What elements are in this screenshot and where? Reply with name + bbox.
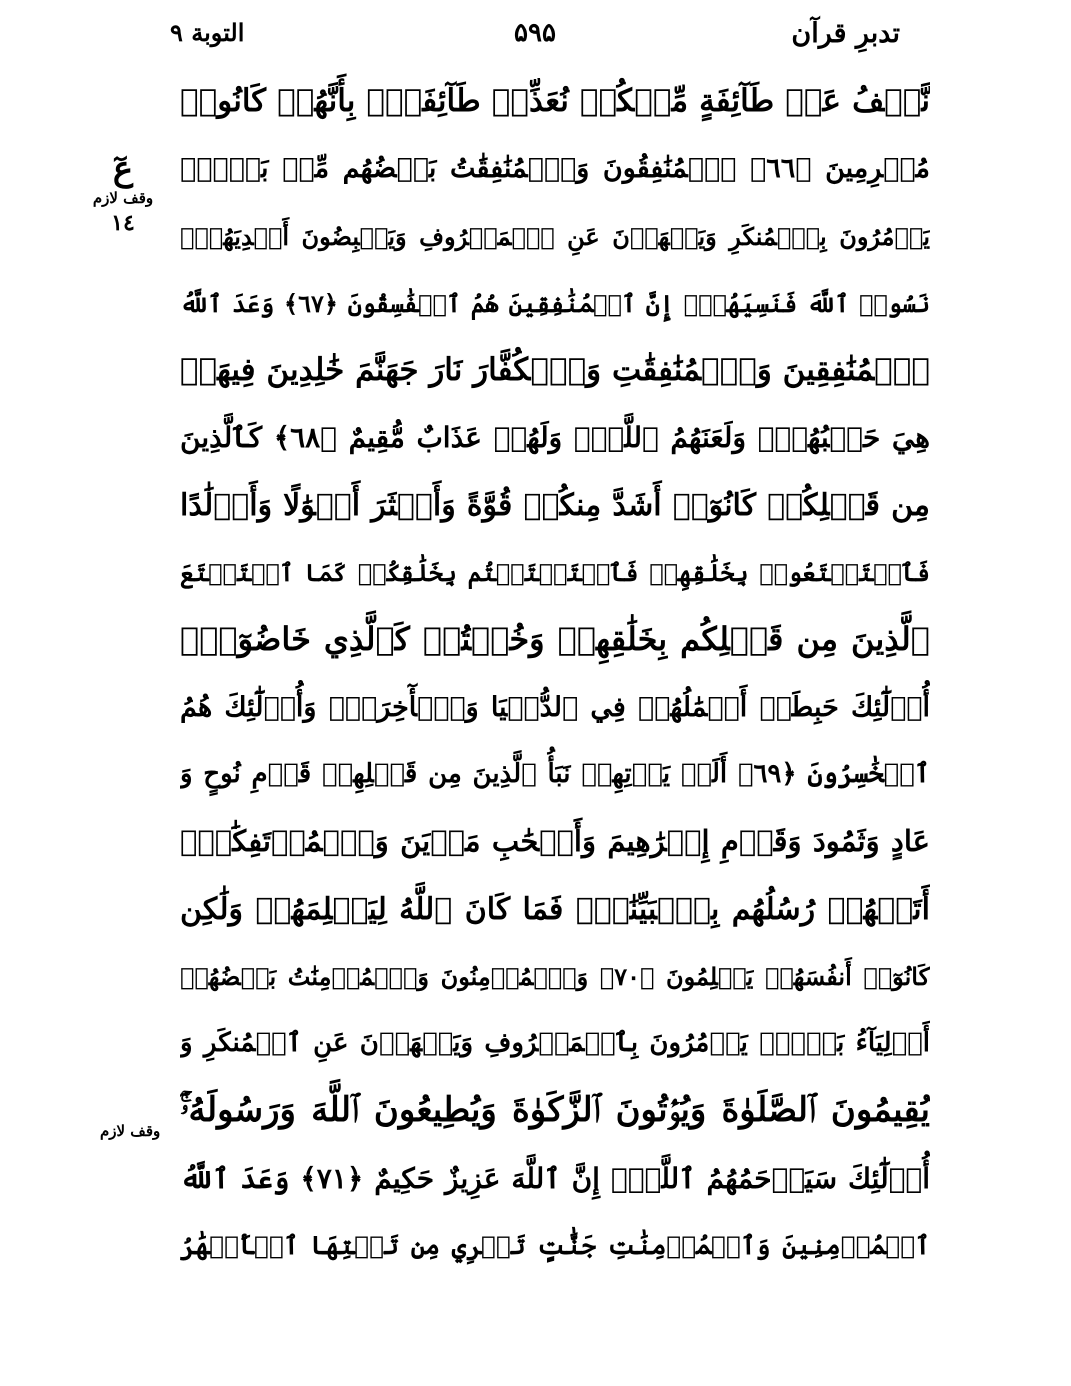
- waqf-note: وقف لازم: [100, 1122, 161, 1140]
- text-line: عَادٍ وَثَمُودَ وَقَوۡمِ إِبۡرَٰهِيمَ وَأَصۡحَٰبِ مَدۡيَنَ وَٱلۡمُؤۡتَفِكَٰتِۚ: [180, 824, 930, 859]
- text-line: أَوۡلِيَآءُ بَعۡضٍۚ يَأۡمُرُونَ بِٱلۡمَعۡرُوفِ وَيَنۡهَوۡنَ عَنِ ٱلۡمُنكَرِ وَ: [180, 1028, 930, 1059]
- ruku-number: ١٤: [111, 210, 135, 236]
- book-title: تدبرِ قرآن: [791, 18, 900, 49]
- ruku-marker: [88, 150, 158, 238]
- page-header: [170, 18, 900, 58]
- text-line: مِن قَبۡلِكُمۡ كَانُوٓا۟ أَشَدَّ مِنكُمۡ قُوَّةً وَأَكۡثَرَ أَمۡوَٰلًا وَأَوۡلَٰدًا: [180, 487, 930, 523]
- page-number: ۵۹۵: [514, 18, 556, 48]
- text-line: يُقِيمُونَ ٱلصَّلَوٰةَ وَيُؤۡتُونَ ٱلزَّكَوٰةَ وَيُطِيعُونَ ٱللَّهَ وَرَسُولَهُۥٓۚ: [180, 1090, 930, 1131]
- ruku-label: وقف لازم: [92, 189, 154, 207]
- text-line: أُو۟لَٰٓئِكَ سَيَرۡحَمُهُمُ ٱللَّهُۗ إِنَّ ٱللَّهَ عَزِيزٌ حَكِيمٌ ﴿٧١﴾ وَعَدَ ٱللَّهُ: [180, 1161, 930, 1195]
- text-line: ٱلَّذِينَ مِن قَبۡلِكُم بِخَلَٰقِهِمۡ وَخُضۡتُمۡ كَٱلَّذِي خَاضُوٓا۟ۚ: [180, 620, 930, 659]
- text-line: ٱلۡمُؤۡمِنِينَ وَٱلۡمُؤۡمِنَٰتِ جَنَّٰتٍ تَجۡرِي مِن تَحۡتِهَا ٱلۡأَنۡهَٰرُ: [180, 1231, 930, 1261]
- text-line: أَتَتۡهُمۡ رُسُلُهُم بِٱلۡبَيِّنَٰتِۖ فَمَا كَانَ ٱللَّهُ لِيَظۡلِمَهُمۡ وَلَٰكِن: [180, 891, 930, 927]
- text-line: يَأۡمُرُونَ بِٱلۡمُنكَرِ وَيَنۡهَوۡنَ عَنِ ٱلۡمَعۡرُوفِ وَيَقۡبِضُونَ أَيۡدِيَهُمۡۚ: [180, 221, 930, 251]
- text-line: ٱلۡخَٰسِرُونَ ﴿٦٩﴾ أَلَمۡ يَأۡتِهِمۡ نَبَأُ ٱلَّذِينَ مِن قَبۡلِهِمۡ قَوۡمِ نُوحٍ وَ: [180, 758, 930, 789]
- text-line: مُجۡرِمِينَ ﴿٦٦﴾ ٱلۡمُنَٰفِقُونَ وَٱلۡمُنَٰفِقَٰتُ بَعۡضُهُم مِّنۢ بَعۡضٍۚ: [180, 153, 930, 185]
- text-line: ٱلۡمُنَٰفِقِينَ وَٱلۡمُنَٰفِقَٰتِ وَٱلۡكُفَّارَ نَارَ جَهَنَّمَ خَٰلِدِينَ فِيهَاۚ: [180, 352, 930, 389]
- text-line: فَٱسۡتَمۡتَعُوا۟ بِخَلَٰقِهِمۡ فَٱسۡتَمۡتَعۡتُم بِخَلَٰقِكُمۡ كَمَا ٱسۡتَمۡتَعَ: [180, 558, 930, 588]
- surah-name: التوبة ٩: [170, 18, 245, 47]
- text-line: أُو۟لَٰٓئِكَ حَبِطَتۡ أَعۡمَٰلُهُمۡ فِي ٱلدُّنۡيَا وَٱلۡأٓخِرَةِۖ وَأُو۟لَٰٓئِكَ هُمُ: [180, 691, 930, 723]
- text-line: هِيَ حَسۡبُهُمۡۚ وَلَعَنَهُمُ ٱللَّهُۖ وَلَهُمۡ عَذَابٌ مُّقِيمٌ ﴿٦٨﴾ كَٱلَّذِينَ: [180, 421, 930, 455]
- verse-text-block: [180, 68, 930, 1378]
- text-line: نَّعۡفُ عَنۡ طَآئِفَةٍ مِّنۡكُمۡ نُعَذِّبۡ طَآئِفَةًۢ بِأَنَّهُمۡ كَانُوا۟: [180, 83, 930, 119]
- text-line: نَسُوا۟ ٱللَّهَ فَنَسِيَهُمۡۚ إِنَّ ٱلۡمُنَٰفِقِينَ هُمُ ٱلۡفَٰسِقُونَ ﴿٦٧﴾ وَعَدَ ٱللَّهُ: [180, 288, 930, 318]
- text-line: كَانُوٓا۟ أَنفُسَهُمۡ يَظۡلِمُونَ ﴿٧٠﴾ وَٱلۡمُؤۡمِنُونَ وَٱلۡمُؤۡمِنَٰتُ بَعۡضُهُمۡ: [180, 961, 930, 991]
- ruku-sign: عٓ: [112, 149, 134, 189]
